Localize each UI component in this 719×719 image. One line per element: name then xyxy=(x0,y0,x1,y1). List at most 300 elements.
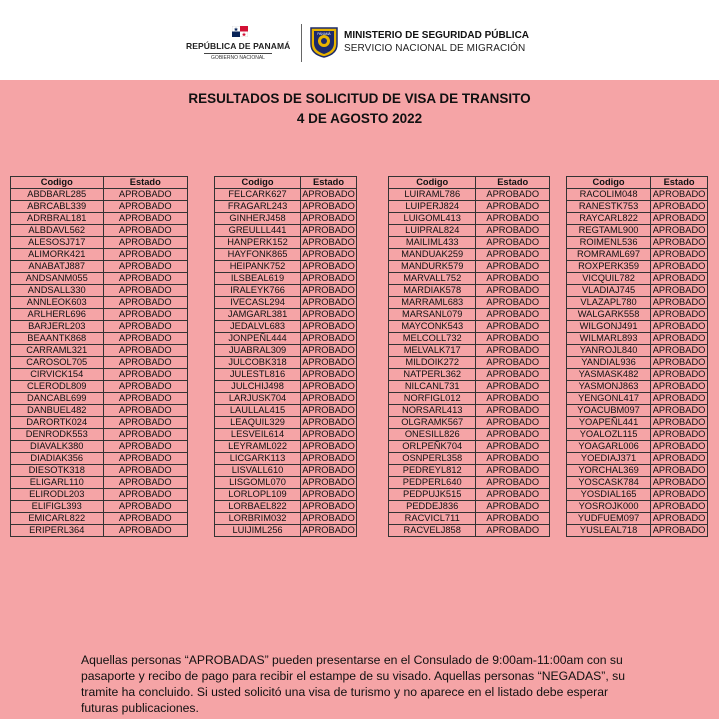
code-cell: JAMGARL381 xyxy=(215,309,301,321)
table-row xyxy=(215,333,357,345)
table-row xyxy=(567,333,708,345)
status-cell: APROBADO xyxy=(476,501,550,513)
table-row xyxy=(215,453,357,465)
code-cell: JONPEÑL444 xyxy=(215,333,301,345)
status-cell: APROBADO xyxy=(103,501,188,513)
code-cell: LUIJIML256 xyxy=(215,525,301,537)
table-row xyxy=(389,381,550,393)
status-cell: APROBADO xyxy=(476,249,550,261)
code-cell: MAILIML433 xyxy=(389,237,476,249)
table-row xyxy=(215,429,357,441)
table-row xyxy=(389,477,550,489)
table-row xyxy=(11,405,188,417)
table-row xyxy=(215,285,357,297)
code-cell: ABRCABL339 xyxy=(11,201,104,213)
status-cell: APROBADO xyxy=(476,201,550,213)
status-cell: APROBADO xyxy=(103,405,188,417)
status-cell: APROBADO xyxy=(651,477,708,489)
status-cell: APROBADO xyxy=(302,297,355,307)
table-row xyxy=(11,453,188,465)
code-cell: YUDFUEM097 xyxy=(567,513,651,525)
status-cell: APROBADO xyxy=(302,513,355,523)
code-cell: MAYCONK543 xyxy=(389,321,476,333)
code-cell: PEDREYL812 xyxy=(389,465,476,477)
code-cell: ADRBRAL181 xyxy=(11,213,104,225)
code-cell: GINHERJ458 xyxy=(215,213,301,225)
status-cell: APROBADO xyxy=(302,465,355,475)
table-row xyxy=(11,189,188,201)
table-row xyxy=(567,321,708,333)
code-cell: IVECASL294 xyxy=(215,297,301,309)
status-cell: APROBADO xyxy=(651,369,708,381)
status-cell: APROBADO xyxy=(103,357,188,369)
table-row xyxy=(215,297,357,309)
table-header-row xyxy=(215,177,357,189)
code-cell: VLADIAJ745 xyxy=(567,285,651,297)
code-cell: ORLPEÑK704 xyxy=(389,441,476,453)
table-row xyxy=(11,309,188,321)
code-cell: ELIGARL110 xyxy=(11,477,104,489)
table-row xyxy=(11,441,188,453)
code-cell: LORLOPL109 xyxy=(215,489,301,501)
code-cell: REGTAML900 xyxy=(567,225,651,237)
table-row xyxy=(567,489,708,501)
table-row xyxy=(215,369,357,381)
status-cell: APROBADO xyxy=(103,453,188,465)
code-cell: LORBRIM032 xyxy=(215,513,301,525)
status-cell: APROBADO xyxy=(651,285,708,297)
table-row xyxy=(389,501,550,513)
status-cell: APROBADO xyxy=(651,465,708,477)
status-cell: APROBADO xyxy=(651,357,708,369)
document-date: 4 DE AGOSTO 2022 xyxy=(296,111,423,126)
status-cell: APROBADO xyxy=(302,225,355,235)
table-row xyxy=(11,201,188,213)
ministry-title: MINISTERIO DE SEGURIDAD PÚBLICA xyxy=(344,30,530,41)
code-cell: OSNPERL358 xyxy=(389,453,476,465)
table-row xyxy=(11,345,188,357)
code-cell: HAYFONK865 xyxy=(215,249,301,261)
status-cell: APROBADO xyxy=(103,465,188,477)
column-header-status: Estado xyxy=(476,177,550,189)
code-cell: LICGARK113 xyxy=(215,453,301,465)
table-row xyxy=(389,321,550,333)
status-cell: APROBADO xyxy=(103,489,188,501)
code-cell: PEDPUJK515 xyxy=(389,489,476,501)
status-cell: APROBADO xyxy=(302,273,355,283)
code-cell: JULESTL816 xyxy=(215,369,301,381)
migration-seal-icon xyxy=(309,26,339,58)
code-cell: NORFIGL012 xyxy=(389,393,476,405)
status-cell: APROBADO xyxy=(103,309,188,321)
results-table-2 xyxy=(214,176,357,537)
table-row xyxy=(11,525,188,537)
code-cell: ANDSANM055 xyxy=(11,273,104,285)
government-label: GOBIERNO NACIONAL xyxy=(211,55,265,61)
table-row xyxy=(389,417,550,429)
status-cell: APROBADO xyxy=(302,429,355,439)
table-row xyxy=(389,333,550,345)
table-row xyxy=(567,477,708,489)
status-cell: APROBADO xyxy=(476,453,550,465)
seal-label: PANAMÁ xyxy=(317,32,331,36)
code-cell: CIRVICK154 xyxy=(11,369,104,381)
status-cell: APROBADO xyxy=(103,237,188,249)
code-cell: MARRAML683 xyxy=(389,297,476,309)
code-cell: ANNLEOK603 xyxy=(11,297,104,309)
code-cell: YANDIAL936 xyxy=(567,357,651,369)
table-row xyxy=(11,297,188,309)
code-cell: ROIMENL536 xyxy=(567,237,651,249)
status-cell: APROBADO xyxy=(651,381,708,393)
status-cell: APROBADO xyxy=(476,405,550,417)
status-cell: APROBADO xyxy=(476,417,550,429)
code-cell: FRAGARL243 xyxy=(215,201,301,213)
status-cell: APROBADO xyxy=(476,213,550,225)
code-cell: JULCOBK318 xyxy=(215,357,301,369)
status-cell: APROBADO xyxy=(476,489,550,501)
status-cell: APROBADO xyxy=(651,321,708,333)
code-cell: CLERODL809 xyxy=(11,381,104,393)
code-cell: LISVALL610 xyxy=(215,465,301,477)
table-row xyxy=(11,213,188,225)
panama-flag-icon xyxy=(232,26,248,37)
document-title: RESULTADOS DE SOLICITUD DE VISA DE TRANSITO xyxy=(188,91,531,106)
table-row xyxy=(389,237,550,249)
code-cell: ROXPERK359 xyxy=(567,261,651,273)
table-row xyxy=(215,405,357,417)
code-cell: WALGARK558 xyxy=(567,309,651,321)
code-cell: DENRODK553 xyxy=(11,429,104,441)
table-row xyxy=(11,357,188,369)
status-cell: APROBADO xyxy=(476,465,550,477)
status-cell: APROBADO xyxy=(302,261,355,271)
table-row xyxy=(215,501,357,513)
code-cell: JULCHIJ498 xyxy=(215,381,301,393)
code-cell: VLAZAPL780 xyxy=(567,297,651,309)
status-cell: APROBADO xyxy=(103,297,188,309)
code-cell: HANPERK152 xyxy=(215,237,301,249)
column-header-code: Codigo xyxy=(11,177,104,189)
table-row xyxy=(11,285,188,297)
table-row xyxy=(215,489,357,501)
table-row xyxy=(567,309,708,321)
code-cell: YASMASK482 xyxy=(567,369,651,381)
table-row xyxy=(11,381,188,393)
table-row xyxy=(567,381,708,393)
table-row xyxy=(567,357,708,369)
status-cell: APROBADO xyxy=(103,381,188,393)
table-row xyxy=(215,237,357,249)
code-cell: YOSROJK000 xyxy=(567,501,651,513)
table-row xyxy=(567,369,708,381)
column-header-code: Codigo xyxy=(389,177,476,189)
status-cell: APROBADO xyxy=(302,417,355,427)
code-cell: JEDALVL683 xyxy=(215,321,301,333)
table-row xyxy=(567,201,708,213)
code-cell: CAROSOL705 xyxy=(11,357,104,369)
table-row xyxy=(11,225,188,237)
status-cell: APROBADO xyxy=(103,225,188,237)
table-row xyxy=(389,273,550,285)
table-row xyxy=(567,285,708,297)
table-row xyxy=(567,465,708,477)
code-cell: MELVALK717 xyxy=(389,345,476,357)
table-row xyxy=(567,261,708,273)
status-cell: APROBADO xyxy=(302,489,355,499)
column-header-code: Codigo xyxy=(215,177,301,189)
column-header-code: Codigo xyxy=(567,177,651,189)
code-cell: BARJERL203 xyxy=(11,321,104,333)
status-cell: APROBADO xyxy=(651,345,708,357)
code-cell: LUIPRAL824 xyxy=(389,225,476,237)
code-cell: YENGONL417 xyxy=(567,393,651,405)
table-row xyxy=(215,513,357,525)
republic-name: REPÚBLICA DE PANAMÁ xyxy=(186,41,291,51)
code-cell: ABDBARL285 xyxy=(11,189,104,201)
code-cell: MANDUAK259 xyxy=(389,249,476,261)
status-cell: APROBADO xyxy=(302,381,355,391)
code-cell: RACVELJ858 xyxy=(389,525,476,537)
code-cell: BEAANTK868 xyxy=(11,333,104,345)
status-cell: APROBADO xyxy=(103,249,188,261)
migration-service: SERVICIO NACIONAL DE MIGRACIÓN xyxy=(344,43,526,54)
table-row xyxy=(11,501,188,513)
code-cell: ALESOSJ717 xyxy=(11,237,104,249)
header-divider xyxy=(301,24,302,62)
table-row xyxy=(567,249,708,261)
status-cell: APROBADO xyxy=(651,333,708,345)
code-cell: LARJUSK704 xyxy=(215,393,301,405)
table-row xyxy=(567,513,708,525)
code-cell: LUIRAML786 xyxy=(389,189,476,201)
code-cell: WILGONJ491 xyxy=(567,321,651,333)
table-row xyxy=(389,441,550,453)
table-row xyxy=(567,189,708,201)
code-cell: ILSBEAL619 xyxy=(215,273,301,285)
table-row xyxy=(567,225,708,237)
table-row xyxy=(567,405,708,417)
code-cell: CARRAML321 xyxy=(11,345,104,357)
status-cell: APROBADO xyxy=(651,441,708,453)
code-cell: DIESOTK318 xyxy=(11,465,104,477)
table-row xyxy=(567,417,708,429)
code-cell: RACOLIM048 xyxy=(567,189,651,201)
table-row xyxy=(567,501,708,513)
table-row xyxy=(215,225,357,237)
code-cell: NATPERL362 xyxy=(389,369,476,381)
code-cell: MARDIAK578 xyxy=(389,285,476,297)
table-row xyxy=(215,249,357,261)
status-cell: APROBADO xyxy=(476,525,550,537)
code-cell: YORCHAL369 xyxy=(567,465,651,477)
status-cell: APROBADO xyxy=(476,225,550,237)
status-cell: APROBADO xyxy=(103,273,188,285)
instructions-paragraph: Aquellas personas “APROBADAS” pueden presentarse en el Consulado de 9:00am-11:00am con su pasaporte y recibo de pago para recibir el estampe de su visado. Aquellas personas “NEGADAS”, su tramite ha concluido. Si usted solicitó una visa de turismo y no aparece en el listado debe esperar futuras publicaciones. xyxy=(81,653,625,715)
table-row xyxy=(389,285,550,297)
status-cell: APROBADO xyxy=(476,273,550,285)
table-row xyxy=(567,213,708,225)
table-row xyxy=(389,393,550,405)
status-cell: APROBADO xyxy=(302,333,355,343)
table-row xyxy=(215,309,357,321)
status-cell: APROBADO xyxy=(103,417,188,429)
table-row xyxy=(567,441,708,453)
status-cell: APROBADO xyxy=(302,201,355,211)
table-row xyxy=(11,393,188,405)
status-cell: APROBADO xyxy=(651,453,708,465)
code-cell: LEAQUIL329 xyxy=(215,417,301,429)
code-cell: ROMRAML697 xyxy=(567,249,651,261)
status-cell: APROBADO xyxy=(651,273,708,285)
status-cell: APROBADO xyxy=(302,477,355,487)
status-cell: APROBADO xyxy=(476,333,550,345)
table-row xyxy=(567,237,708,249)
status-cell: APROBADO xyxy=(302,525,355,535)
status-cell: APROBADO xyxy=(651,405,708,417)
code-cell: RANESTK753 xyxy=(567,201,651,213)
status-cell: APROBADO xyxy=(103,369,188,381)
code-cell: DIADIAK356 xyxy=(11,453,104,465)
status-cell: APROBADO xyxy=(476,393,550,405)
code-cell: IRALEYK766 xyxy=(215,285,301,297)
status-cell: APROBADO xyxy=(476,381,550,393)
status-cell: APROBADO xyxy=(302,309,355,319)
code-cell: LISGOML070 xyxy=(215,477,301,489)
code-cell: YOEDIAJ371 xyxy=(567,453,651,465)
code-cell: DARORTK024 xyxy=(11,417,104,429)
status-cell: APROBADO xyxy=(651,489,708,501)
code-cell: OLGRAMK567 xyxy=(389,417,476,429)
status-cell: APROBADO xyxy=(651,261,708,273)
code-cell: DANCABL699 xyxy=(11,393,104,405)
status-cell: APROBADO xyxy=(651,237,708,249)
code-cell: JUABRAL309 xyxy=(215,345,301,357)
code-cell: PEDDEJ836 xyxy=(389,501,476,513)
table-row xyxy=(11,237,188,249)
table-row xyxy=(11,321,188,333)
status-cell: APROBADO xyxy=(103,513,188,525)
status-cell: APROBADO xyxy=(476,309,550,321)
status-cell: APROBADO xyxy=(476,369,550,381)
status-cell: APROBADO xyxy=(302,405,355,415)
column-header-status: Estado xyxy=(103,177,188,189)
status-cell: APROBADO xyxy=(103,189,188,201)
code-cell: DANBUEL482 xyxy=(11,405,104,417)
table-row xyxy=(11,465,188,477)
table-row xyxy=(389,405,550,417)
table-row xyxy=(215,213,357,225)
logo-rule xyxy=(204,53,272,54)
code-cell: MARSANL079 xyxy=(389,309,476,321)
code-cell: MARVALL752 xyxy=(389,273,476,285)
status-cell: APROBADO xyxy=(103,393,188,405)
status-cell: APROBADO xyxy=(103,333,188,345)
table-row xyxy=(389,309,550,321)
code-cell: LUIPERJ824 xyxy=(389,201,476,213)
status-cell: APROBADO xyxy=(103,201,188,213)
table-row xyxy=(389,465,550,477)
results-table-3 xyxy=(388,176,550,537)
code-cell: YOACUBM097 xyxy=(567,405,651,417)
code-cell: LEYRAML022 xyxy=(215,441,301,453)
code-cell: MILDOIK272 xyxy=(389,357,476,369)
table-row xyxy=(389,213,550,225)
header-banner xyxy=(0,0,719,80)
code-cell: RAYCARL822 xyxy=(567,213,651,225)
table-header-row xyxy=(389,177,550,189)
table-row xyxy=(215,273,357,285)
table-row xyxy=(389,369,550,381)
code-cell: PEDPERL640 xyxy=(389,477,476,489)
status-cell: APROBADO xyxy=(302,213,355,223)
code-cell: HEIPANK752 xyxy=(215,261,301,273)
code-cell: LORBAEL822 xyxy=(215,501,301,513)
code-cell: ONESILL826 xyxy=(389,429,476,441)
status-cell: APROBADO xyxy=(476,297,550,309)
status-cell: APROBADO xyxy=(651,297,708,309)
table-row xyxy=(215,417,357,429)
status-cell: APROBADO xyxy=(103,213,188,225)
table-row xyxy=(215,261,357,273)
code-cell: YOSDIAL165 xyxy=(567,489,651,501)
table-row xyxy=(215,477,357,489)
status-cell: APROBADO xyxy=(476,513,550,525)
status-cell: APROBADO xyxy=(651,213,708,225)
table-row xyxy=(215,393,357,405)
status-cell: APROBADO xyxy=(103,345,188,357)
table-row xyxy=(389,489,550,501)
code-cell: YANROJL840 xyxy=(567,345,651,357)
table-row xyxy=(567,525,708,537)
table-row xyxy=(389,249,550,261)
code-cell: DIAVALK380 xyxy=(11,441,104,453)
status-cell: APROBADO xyxy=(651,393,708,405)
status-cell: APROBADO xyxy=(651,225,708,237)
status-cell: APROBADO xyxy=(103,525,188,537)
code-cell: ELIRODL203 xyxy=(11,489,104,501)
table-row xyxy=(215,321,357,333)
status-cell: APROBADO xyxy=(651,417,708,429)
table-row xyxy=(389,189,550,201)
status-cell: APROBADO xyxy=(476,345,550,357)
code-cell: ANDSALL330 xyxy=(11,285,104,297)
code-cell: YOALOZL115 xyxy=(567,429,651,441)
table-row xyxy=(11,261,188,273)
status-cell: APROBADO xyxy=(103,441,188,453)
table-row xyxy=(215,357,357,369)
table-row xyxy=(215,345,357,357)
table-row xyxy=(567,393,708,405)
table-row xyxy=(389,261,550,273)
status-cell: APROBADO xyxy=(103,429,188,441)
table-row xyxy=(215,465,357,477)
code-cell: MANDURK579 xyxy=(389,261,476,273)
code-cell: GREULLL441 xyxy=(215,225,301,237)
results-table-4 xyxy=(566,176,708,537)
table-row xyxy=(215,441,357,453)
status-cell: APROBADO xyxy=(651,429,708,441)
table-row xyxy=(11,417,188,429)
column-header-status: Estado xyxy=(651,177,708,189)
code-cell: ALIMORK421 xyxy=(11,249,104,261)
status-cell: APROBADO xyxy=(476,189,550,201)
status-cell: APROBADO xyxy=(476,321,550,333)
status-cell: APROBADO xyxy=(651,189,708,201)
column-header-status: Estado xyxy=(301,177,357,189)
table-row xyxy=(11,333,188,345)
table-row xyxy=(389,225,550,237)
